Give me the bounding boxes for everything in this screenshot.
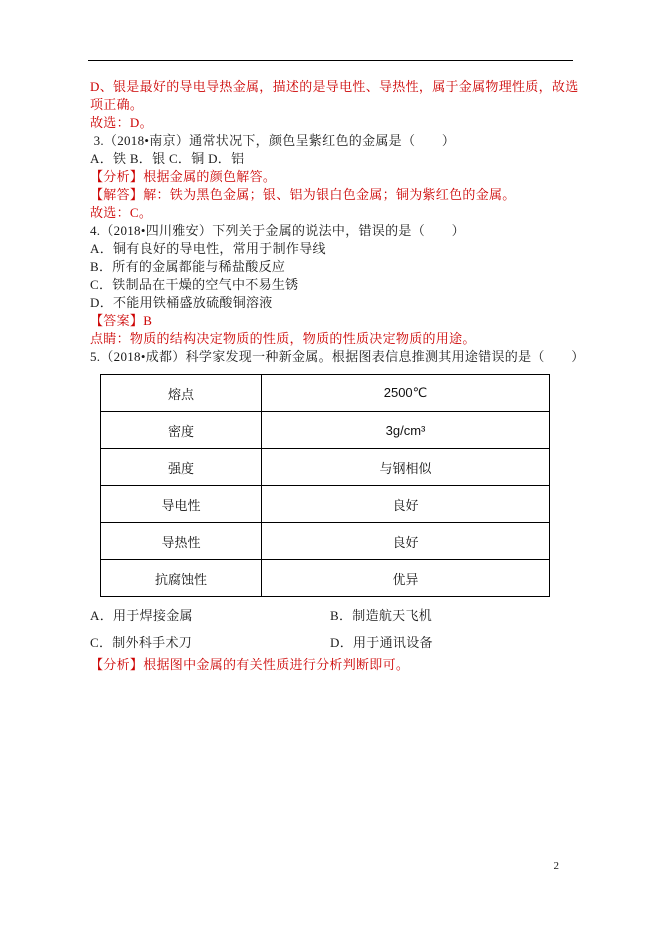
property-value: 良好 (262, 486, 550, 523)
property-label: 熔点 (101, 375, 262, 412)
property-value: 优异 (262, 560, 550, 597)
question-5-analysis: 【分析】根据图中金属的有关性质进行分析判断即可。 (90, 657, 410, 672)
property-value: 2500℃ (262, 375, 550, 412)
property-value: 与钢相似 (262, 449, 550, 486)
question-4-answer: 【答案】B (90, 313, 153, 328)
question-4-option-b: B．所有的金属都能与稀盐酸反应 (90, 259, 286, 274)
property-label: 导热性 (101, 523, 262, 560)
property-value: 3g/cm³ (262, 412, 550, 449)
property-label: 导电性 (101, 486, 262, 523)
table-row (101, 486, 550, 523)
question-3-stem: 3.（2018•南京）通常状况下，颜色呈紫红色的金属是（ ） (90, 133, 456, 148)
document-content (90, 62, 585, 674)
prev-answer-text: D、银是最好的导电导热金属，描述的是导电性、导热性，属于金属物理性质，故选项正确。 (90, 79, 579, 112)
question-5-options (90, 602, 580, 656)
question-4-option-a: A．铜有良好的导电性，常用于制作导线 (90, 241, 326, 256)
question-3-solution: 【解答】解：铁为黑色金属；银、铝为银白色金属；铜为紫红色的金属。 (90, 187, 516, 202)
question-3-conclusion: 故选：C。 (90, 205, 153, 220)
question-5-stem: 5.（2018•成都）科学家发现一种新金属。根据图表信息推测其用途错误的是（ ） (90, 349, 585, 364)
metal-properties-table (100, 374, 550, 597)
header-rule (88, 60, 573, 61)
table-row (101, 523, 550, 560)
property-value: 良好 (262, 523, 550, 560)
property-label: 抗腐蚀性 (101, 560, 262, 597)
table-row (101, 412, 550, 449)
page-number: 2 (553, 860, 559, 872)
question-5-option-a: A．用于焊接金属 (90, 608, 193, 623)
prev-answer-conclusion: 故选：D。 (90, 115, 153, 130)
table-row (101, 449, 550, 486)
table-row (101, 375, 550, 412)
question-4-option-c: C．铁制品在干燥的空气中不易生锈 (90, 277, 299, 292)
question-4-option-d: D．不能用铁桶盛放硫酸铜溶液 (90, 295, 273, 310)
question-4-stem: 4.（2018•四川雅安）下列关于金属的说法中，错误的是（ ） (90, 223, 465, 238)
question-4-note: 点睛：物质的结构决定物质的性质，物质的性质决定物质的用途。 (90, 331, 476, 346)
property-label: 密度 (101, 412, 262, 449)
question-3-options: A．铁 B．银 C．铜 D．铝 (90, 151, 245, 166)
property-label: 强度 (101, 449, 262, 486)
question-5-option-c: C．制外科手术刀 (90, 635, 193, 650)
question-3-analysis: 【分析】根据金属的颜色解答。 (90, 169, 277, 184)
table-row (101, 560, 550, 597)
question-5-option-b: B．制造航天飞机 (330, 608, 433, 623)
question-5-option-d: D．用于通讯设备 (330, 635, 433, 650)
